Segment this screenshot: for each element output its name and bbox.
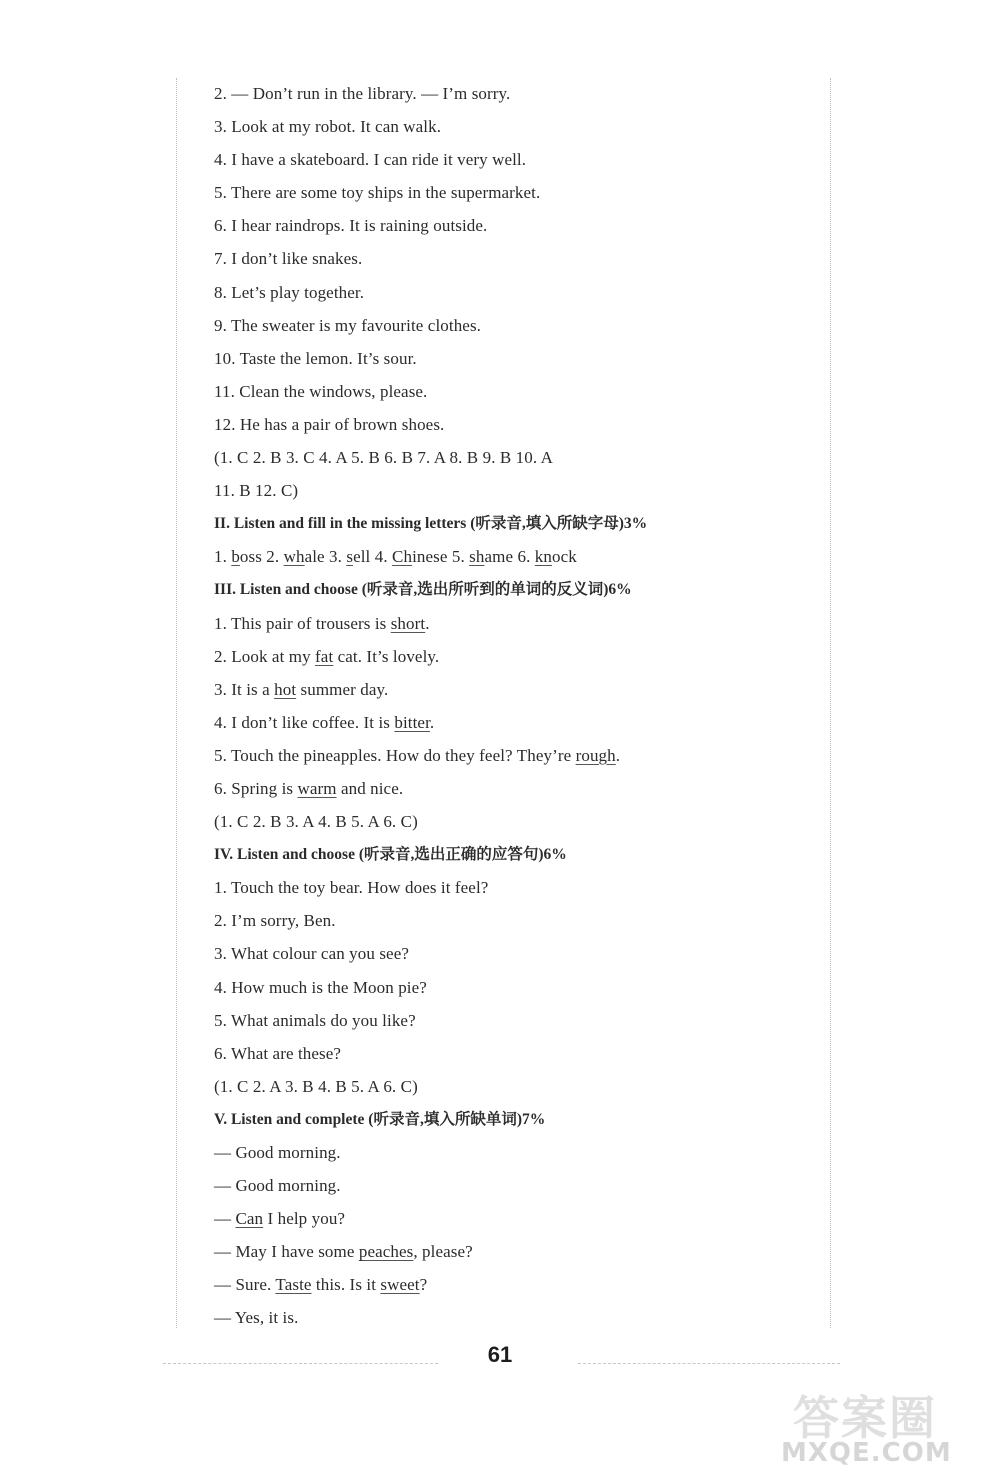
text-line (214, 540, 804, 573)
answer-word: Can (235, 1209, 264, 1229)
text-segment: III. Listen and choose (听录音,选出所听到的单词的反义词)6% (214, 581, 632, 599)
text-segment: summer day. (296, 679, 389, 699)
text-segment: — Good morning. (214, 1176, 341, 1196)
text-line (214, 971, 804, 1004)
text-segment: 10. Taste the lemon. It’s sour. (214, 348, 417, 368)
text-segment: . (429, 712, 435, 732)
text-line (214, 474, 804, 507)
right-margin-rule (830, 78, 831, 1328)
watermark-logo (775, 1388, 995, 1468)
text-line (214, 309, 804, 342)
text-line (214, 375, 804, 408)
text-segment: 7. I don’t like snakes. (214, 249, 363, 269)
text-line (214, 441, 804, 474)
text-segment: 1. This pair of trousers is (214, 613, 391, 633)
text-segment: inese 5. (412, 547, 470, 567)
text-line (214, 176, 804, 209)
answer-word: sh (469, 547, 485, 567)
text-line (214, 209, 804, 242)
text-line (214, 607, 804, 640)
answer-word: Ch (392, 547, 413, 567)
text-line (214, 904, 804, 937)
text-segment: oss 2. (239, 547, 284, 567)
text-segment: , please? (413, 1242, 473, 1262)
text-segment: 4. I don’t like coffee. It is (214, 712, 395, 732)
answer-word: Taste (275, 1275, 312, 1295)
text-segment: 6. What are these? (214, 1043, 342, 1063)
text-segment: . (425, 613, 430, 633)
text-line (214, 143, 804, 176)
text-segment: 1. (214, 547, 232, 567)
text-line (214, 77, 804, 110)
text-segment: 4. How much is the Moon pie? (214, 977, 427, 997)
section-heading (214, 573, 804, 606)
text-segment: — (214, 1209, 236, 1229)
text-segment: ell 4. (353, 547, 393, 567)
text-segment: 8. Let’s play together. (214, 282, 365, 302)
watermark-cn: 答案圈 (793, 1391, 937, 1445)
text-segment: . (615, 745, 621, 765)
text-segment: 2. — Don’t run in the library. — I’m sorry. (214, 84, 511, 103)
left-margin-rule (176, 78, 177, 1328)
text-line (214, 706, 804, 739)
text-segment: 11. B 12. C) (214, 481, 299, 501)
text-segment: and nice. (336, 778, 404, 798)
text-segment: 3. It is a (214, 679, 275, 699)
text-segment: 2. I’m sorry, Ben. (214, 911, 336, 931)
text-line (214, 640, 804, 673)
text-segment: (1. C 2. B 3. C 4. A 5. B 6. B 7. A 8. B 9. B 10. A (214, 448, 554, 468)
text-segment: 5. Touch the pineapples. How do they feel? They’re (214, 745, 576, 765)
text-segment: II. Listen and fill in the missing letters (听录音,填入所缺字母)3% (214, 515, 648, 533)
text-segment: — May I have some (214, 1242, 359, 1262)
answer-word: bitter (394, 712, 430, 732)
section-heading (214, 507, 804, 540)
footer-rule-left (163, 1363, 438, 1364)
page-footer (0, 1330, 1000, 1370)
answer-word: kn (534, 547, 552, 567)
text-line (214, 1136, 804, 1169)
text-line (214, 937, 804, 970)
text-segment: — Good morning. (214, 1143, 341, 1162)
text-segment: 2. Look at my (214, 646, 316, 666)
text-segment: I help you? (263, 1209, 346, 1229)
answer-word: short (390, 613, 426, 633)
text-segment: 5. There are some toy ships in the supermarket. (214, 183, 541, 203)
answer-word: sweet (380, 1275, 420, 1295)
text-segment: ale 3. (304, 547, 347, 567)
watermark-en: MXQE.COM (781, 1438, 952, 1468)
text-segment: 1. Touch the toy bear. How does it feel? (214, 878, 489, 898)
text-segment: ame 6. (484, 547, 535, 567)
answer-word: fat (315, 646, 334, 666)
text-segment: 4. I have a skateboard. I can ride it very well. (214, 150, 527, 170)
text-segment: ock (551, 547, 577, 567)
text-segment: (1. C 2. A 3. B 4. B 5. A 6. C) (214, 1076, 418, 1096)
section-heading (214, 1103, 804, 1136)
text-line (214, 342, 804, 375)
text-segment: this. Is it (311, 1275, 381, 1295)
text-line (214, 1268, 804, 1301)
text-line (214, 1169, 804, 1202)
answer-word: peaches (358, 1242, 414, 1262)
section-heading (214, 838, 804, 871)
text-line (214, 408, 804, 441)
text-line (214, 805, 804, 838)
text-line (214, 1037, 804, 1070)
text-segment: 6. I hear raindrops. It is raining outside. (214, 216, 488, 236)
text-segment: 3. What colour can you see? (214, 944, 409, 964)
footer-rule-right (578, 1363, 840, 1364)
text-segment: 6. Spring is (214, 778, 298, 798)
text-segment: — Sure. (214, 1275, 276, 1295)
text-segment: 3. Look at my robot. It can walk. (214, 117, 442, 137)
answer-key-text (214, 77, 804, 1335)
text-line (214, 739, 804, 772)
text-line (214, 772, 804, 805)
text-line (214, 673, 804, 706)
text-segment: V. Listen and complete (听录音,填入所缺单词)7% (214, 1110, 546, 1128)
text-segment: cat. It’s lovely. (333, 646, 440, 666)
text-segment: — Yes, it is. (214, 1308, 299, 1328)
text-segment: (1. C 2. B 3. A 4. B 5. A 6. C) (214, 812, 418, 832)
answer-word: b (231, 547, 240, 567)
text-line (214, 110, 804, 143)
text-segment: 9. The sweater is my favourite clothes. (214, 315, 482, 335)
text-line (214, 871, 804, 904)
page-number: 61 (487, 1342, 513, 1367)
text-segment: IV. Listen and choose (听录音,选出正确的应答句)6% (214, 846, 567, 864)
answer-word: warm (297, 778, 337, 798)
text-segment: 5. What animals do you like? (214, 1010, 416, 1030)
text-segment: 12. He has a pair of brown shoes. (214, 414, 445, 434)
text-line (214, 276, 804, 309)
text-line (214, 242, 804, 275)
text-segment: 11. Clean the windows, please. (214, 381, 428, 401)
answer-word: rough (575, 745, 616, 765)
text-line (214, 1202, 804, 1235)
answer-word: s (346, 547, 354, 567)
answer-word: wh (283, 547, 305, 567)
answer-word: hot (274, 679, 297, 699)
text-line (214, 1070, 804, 1103)
text-line (214, 1004, 804, 1037)
text-segment: ? (419, 1275, 428, 1295)
text-line (214, 1235, 804, 1268)
